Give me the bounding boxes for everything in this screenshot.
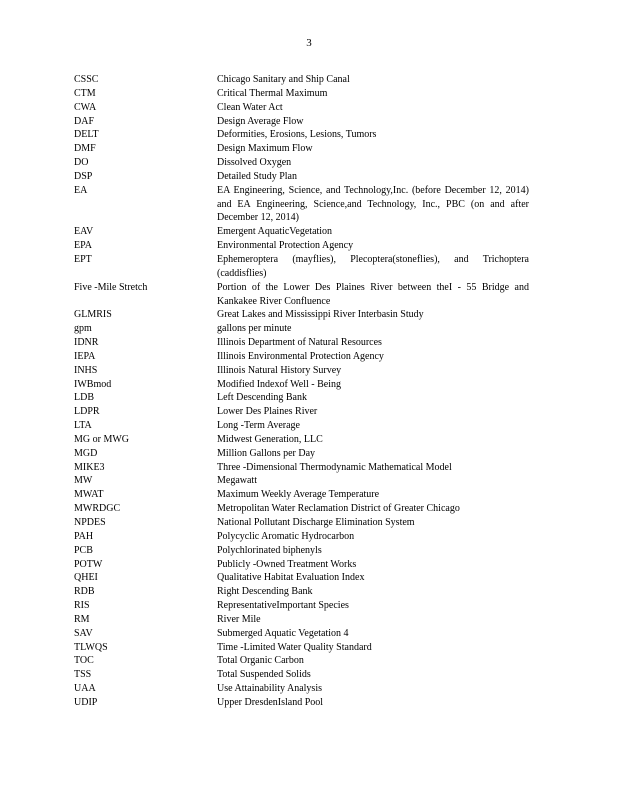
abbreviation-row xyxy=(74,419,529,433)
abbreviation-row xyxy=(74,544,529,558)
abbreviation-term: MG or MWG xyxy=(74,433,129,445)
abbreviation-definition: Illinois Department of Natural Resources xyxy=(217,337,382,349)
abbreviation-list xyxy=(74,73,529,710)
abbreviation-definition: Time -Limited Water Quality Standard xyxy=(217,641,372,653)
abbreviation-term: Five -Mile Stretch xyxy=(74,281,148,293)
abbreviation-term: CTM xyxy=(74,87,96,99)
abbreviation-row xyxy=(74,447,529,461)
abbreviation-row xyxy=(74,350,529,364)
abbreviation-row xyxy=(74,516,529,530)
abbreviation-term: IEPA xyxy=(74,350,96,362)
abbreviation-row xyxy=(74,378,529,392)
abbreviation-term: MW xyxy=(74,475,93,487)
abbreviation-term: DSP xyxy=(74,170,93,182)
abbreviation-row xyxy=(74,474,529,488)
abbreviation-row xyxy=(74,641,529,655)
abbreviation-row xyxy=(74,502,529,516)
abbreviation-definition: Illinois Natural History Survey xyxy=(217,364,342,376)
abbreviation-term: MWAT xyxy=(74,489,104,501)
abbreviation-row xyxy=(74,599,529,613)
abbreviation-row xyxy=(74,696,529,710)
abbreviation-definition: Design Average Flow xyxy=(217,115,304,127)
abbreviation-row xyxy=(74,87,529,101)
abbreviation-term: DELT xyxy=(74,129,99,141)
abbreviation-row xyxy=(74,613,529,627)
abbreviation-definition: Design Maximum Flow xyxy=(217,143,313,155)
abbreviation-term: SAV xyxy=(74,627,93,639)
abbreviation-definition: Clean Water Act xyxy=(217,101,283,113)
abbreviation-definition: Polychlorinated biphenyls xyxy=(217,544,322,556)
abbreviation-definition: Long -Term Average xyxy=(217,420,300,432)
abbreviation-term: gpm xyxy=(74,323,92,335)
abbreviation-term: MGD xyxy=(74,447,98,459)
abbreviation-row xyxy=(74,682,529,696)
abbreviation-row xyxy=(74,530,529,544)
abbreviation-row xyxy=(74,142,529,156)
abbreviation-term: TSS xyxy=(74,669,92,681)
abbreviation-definition: Deformities, Erosions, Lesions, Tumors xyxy=(217,129,377,141)
abbreviation-term: GLMRIS xyxy=(74,309,112,321)
abbreviation-definition: Illinois Environmental Protection Agency xyxy=(217,350,384,362)
abbreviation-row xyxy=(74,433,529,447)
abbreviation-term: DAF xyxy=(74,115,95,127)
abbreviation-row xyxy=(74,668,529,682)
abbreviation-row xyxy=(74,336,529,350)
abbreviation-row xyxy=(74,654,529,668)
abbreviation-term: CWA xyxy=(74,101,97,113)
abbreviation-term: TOC xyxy=(74,655,94,667)
abbreviation-definition: Polycyclic Aromatic Hydrocarbon xyxy=(217,530,355,542)
abbreviation-definition: Critical Thermal Maximum xyxy=(217,87,328,99)
abbreviation-term: PAH xyxy=(74,530,94,542)
abbreviation-row xyxy=(74,488,529,502)
abbreviation-definition: Metropolitan Water Reclamation District of Greater Chicago xyxy=(217,503,460,515)
abbreviation-definition: RepresentativeImportant Species xyxy=(217,600,349,612)
abbreviation-definition: Great Lakes and Mississippi River Interbasin Study xyxy=(217,309,424,321)
abbreviation-term: EPA xyxy=(74,240,92,252)
abbreviation-row xyxy=(74,405,529,419)
abbreviation-definition: Left Descending Bank xyxy=(217,392,307,404)
abbreviation-definition: Three -Dimensional Thermodynamic Mathematical Model xyxy=(217,461,452,473)
abbreviation-row xyxy=(74,170,529,184)
abbreviation-definition: National Pollutant Discharge Elimination System xyxy=(217,517,415,528)
abbreviation-term: DO xyxy=(74,157,89,169)
abbreviation-term: QHEI xyxy=(74,572,98,584)
abbreviation-definition: Submerged Aquatic Vegetation 4 xyxy=(217,627,349,639)
abbreviation-row xyxy=(74,101,529,115)
abbreviation-definition: Portion of the Lower Des Plaines River between theI - 55 Bridge and Kankakee River Confluence xyxy=(217,281,529,307)
abbreviation-definition: Use Attainability Analysis xyxy=(217,683,322,695)
abbreviation-definition: Emergent AquaticVegetation xyxy=(217,226,333,238)
abbreviation-row xyxy=(74,225,529,239)
abbreviation-definition: Environmental Protection Agency xyxy=(217,240,354,252)
abbreviation-row xyxy=(74,391,529,405)
abbreviation-row xyxy=(74,585,529,599)
abbreviation-row xyxy=(74,571,529,585)
abbreviation-term: INHS xyxy=(74,364,98,376)
abbreviation-definition: Modified Indexof Well - Being xyxy=(217,378,341,390)
abbreviation-definition: Dissolved Oxygen xyxy=(217,157,292,169)
abbreviation-term: EA xyxy=(74,184,88,196)
abbreviation-row xyxy=(74,364,529,378)
abbreviation-term: LTA xyxy=(74,420,92,432)
abbreviation-definition: Megawatt xyxy=(217,475,257,487)
abbreviation-term: POTW xyxy=(74,558,103,570)
abbreviation-term: PCB xyxy=(74,544,93,556)
abbreviation-row xyxy=(74,73,529,87)
abbreviation-definition: Total Organic Carbon xyxy=(217,655,304,667)
abbreviation-definition: Detailed Study Plan xyxy=(217,170,297,182)
abbreviation-definition: Midwest Generation, LLC xyxy=(217,433,323,445)
abbreviation-row xyxy=(74,128,529,142)
abbreviation-definition: Qualitative Habitat Evaluation Index xyxy=(217,572,365,584)
abbreviation-term: EAV xyxy=(74,226,94,238)
abbreviation-term: MIKE3 xyxy=(74,461,105,473)
abbreviation-definition: Right Descending Bank xyxy=(217,586,313,598)
abbreviation-row xyxy=(74,156,529,170)
abbreviation-row xyxy=(74,308,529,322)
abbreviation-term: IWBmod xyxy=(74,378,112,390)
abbreviation-term: CSSC xyxy=(74,74,99,85)
abbreviation-term: UDIP xyxy=(74,696,98,708)
abbreviation-row xyxy=(74,239,529,253)
abbreviation-term: IDNR xyxy=(74,337,99,349)
abbreviation-definition: Upper DresdenIsland Pool xyxy=(217,696,324,708)
abbreviation-term: LDB xyxy=(74,392,94,404)
abbreviation-term: DMF xyxy=(74,143,96,155)
abbreviation-row xyxy=(74,322,529,336)
abbreviation-row xyxy=(74,558,529,572)
abbreviation-definition: River Mile xyxy=(217,613,261,625)
abbreviation-row xyxy=(74,627,529,641)
abbreviation-definition: Chicago Sanitary and Ship Canal xyxy=(217,74,350,85)
abbreviation-row xyxy=(74,253,529,281)
abbreviation-definition: EA Engineering, Science, and Technology,Inc. (before December 12, 2014) and EA Engineering, Science,and Technology, Inc., PBC (on and after December 12, 2014) xyxy=(217,184,529,224)
abbreviation-definition: Maximum Weekly Average Temperature xyxy=(217,489,380,501)
abbreviation-term: RIS xyxy=(74,600,90,612)
abbreviation-definition: Publicly -Owned Treatment Works xyxy=(217,558,357,570)
abbreviation-definition: Total Suspended Solids xyxy=(217,669,311,681)
page-number: 3 xyxy=(306,37,312,49)
abbreviation-term: TLWQS xyxy=(74,641,108,653)
abbreviation-term: RDB xyxy=(74,586,95,598)
abbreviation-definition: Ephemeroptera (mayflies), Plecoptera(stoneflies), and Trichoptera (caddisflies) xyxy=(217,253,529,279)
abbreviation-definition: gallons per minute xyxy=(217,323,292,335)
abbreviation-term: NPDES xyxy=(74,517,106,528)
abbreviation-row xyxy=(74,184,529,226)
abbreviation-term: MWRDGC xyxy=(74,503,121,515)
abbreviation-term: RM xyxy=(74,613,90,625)
abbreviation-row xyxy=(74,115,529,129)
abbreviation-term: LDPR xyxy=(74,406,100,418)
abbreviation-definition: Million Gallons per Day xyxy=(217,447,316,459)
abbreviation-term: EPT xyxy=(74,253,92,265)
abbreviation-row xyxy=(74,461,529,475)
abbreviation-definition: Lower Des Plaines River xyxy=(217,406,318,418)
abbreviation-row xyxy=(74,281,529,309)
abbreviation-term: UAA xyxy=(74,683,96,695)
